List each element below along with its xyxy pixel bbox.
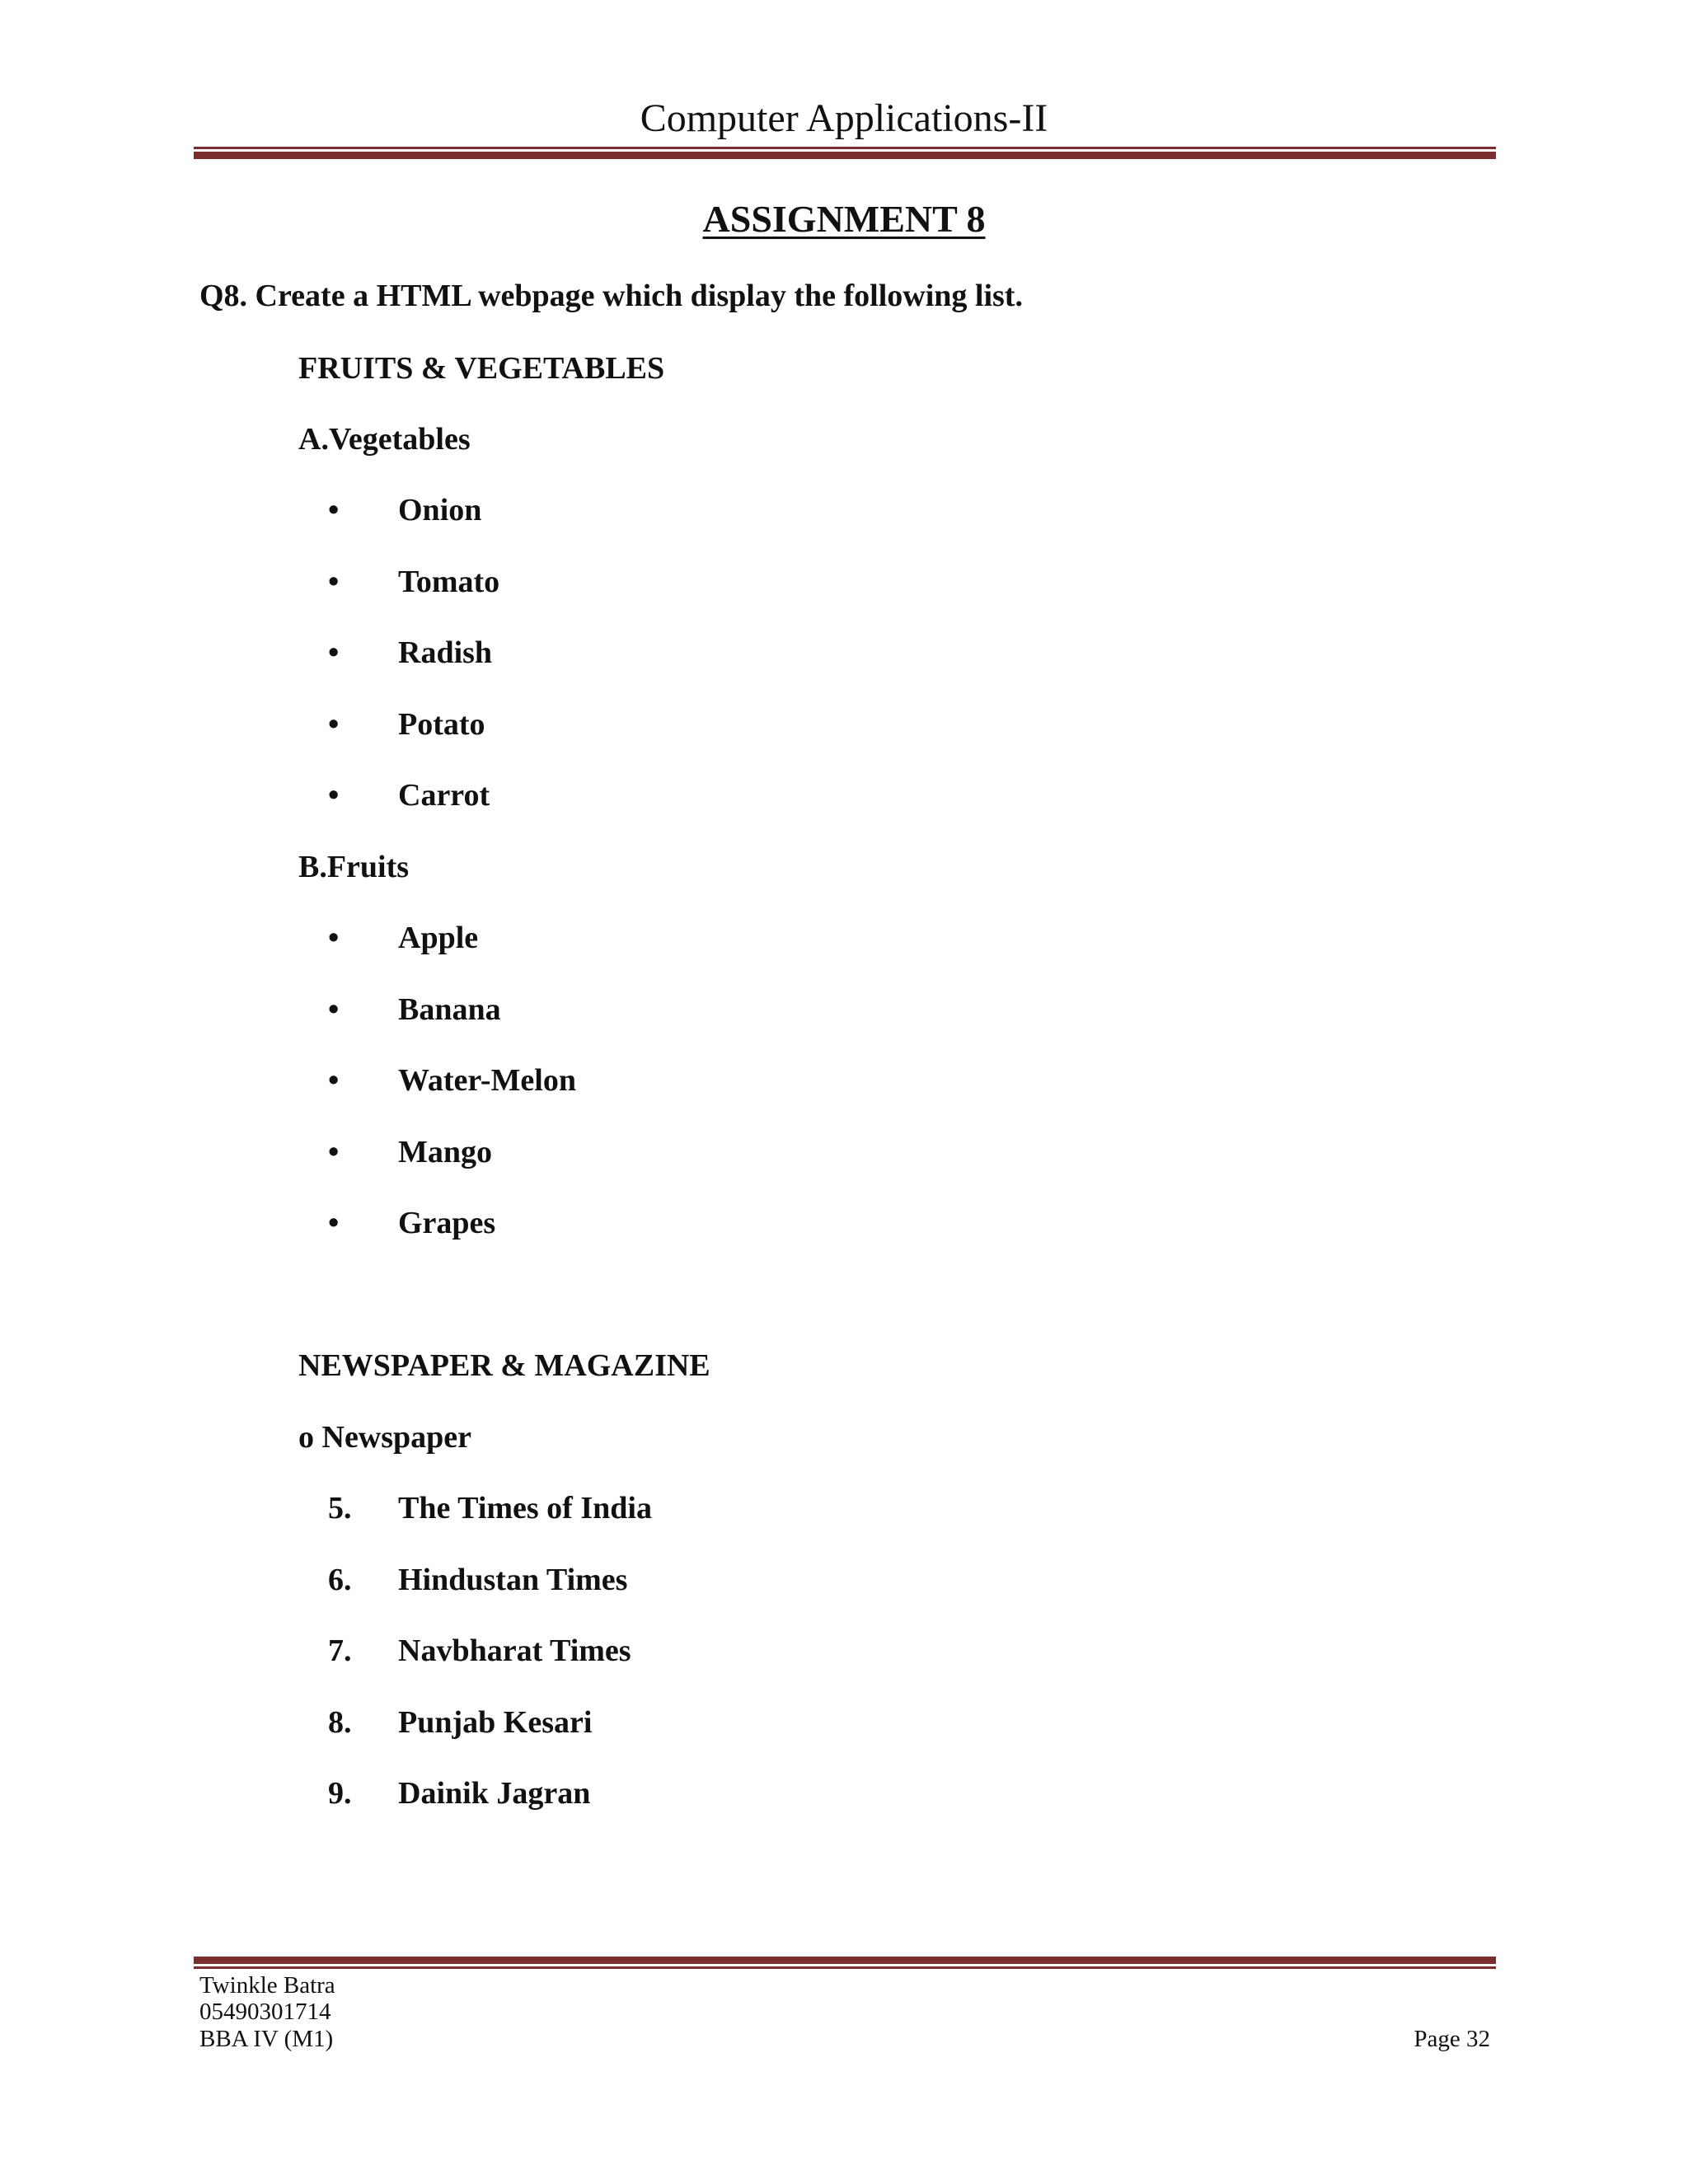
fruit-item: Water-Melon [398, 1063, 576, 1098]
newspaper-label: o Newspaper [298, 1420, 472, 1455]
list-number: 5. [328, 1491, 352, 1526]
bullet-icon: • [328, 707, 340, 742]
newspaper-item: Dainik Jagran [398, 1776, 591, 1811]
newspaper-item: Navbharat Times [398, 1633, 631, 1668]
list-number: 7. [328, 1633, 352, 1668]
fruit-item: Banana [398, 992, 501, 1027]
question-text: Q8. Create a HTML webpage which display the following list. [199, 279, 1023, 313]
assignment-title: ASSIGNMENT 8 [702, 198, 986, 240]
bullet-icon: • [328, 1063, 340, 1098]
fruit-item: Grapes [398, 1206, 496, 1240]
fruit-item: Mango [398, 1135, 492, 1169]
list-number: 6. [328, 1563, 352, 1597]
bullet-icon: • [328, 921, 340, 955]
footer-page-number: Page 32 [1414, 2026, 1490, 2052]
bullet-icon: • [328, 1206, 340, 1240]
footer-rule-thin [194, 1966, 1496, 1969]
bullet-icon: • [328, 1135, 340, 1169]
header-rule-thin [194, 147, 1496, 149]
vegetables-label: A.Vegetables [298, 422, 471, 457]
newspaper-item: Punjab Kesari [398, 1705, 593, 1740]
vegetable-item: Radish [398, 635, 493, 670]
list-number: 8. [328, 1705, 352, 1740]
header-rule-thick [194, 152, 1496, 159]
vegetable-item: Potato [398, 707, 485, 742]
bullet-icon: • [328, 493, 340, 527]
bullet-icon: • [328, 635, 340, 670]
footer-roll-number: 05490301714 [199, 1999, 331, 2025]
bullet-icon: • [328, 992, 340, 1027]
page-header-title: Computer Applications-II [640, 96, 1048, 140]
list-number: 9. [328, 1776, 352, 1811]
newspaper-item: The Times of India [398, 1491, 652, 1526]
vegetable-item: Tomato [398, 565, 500, 599]
footer-student-name: Twinkle Batra [199, 1972, 335, 1999]
footer-course: BBA IV (M1) [199, 2026, 334, 2052]
bullet-icon: • [328, 778, 340, 813]
vegetable-item: Onion [398, 493, 482, 527]
fruits-label: B.Fruits [298, 850, 410, 884]
fruit-item: Apple [398, 921, 479, 955]
newspaper-magazine-heading: NEWSPAPER & MAGAZINE [298, 1348, 710, 1383]
bullet-icon: • [328, 565, 340, 599]
newspaper-item: Hindustan Times [398, 1563, 628, 1597]
footer-rule-thick [194, 1957, 1496, 1964]
vegetable-item: Carrot [398, 778, 490, 813]
fruits-vegetables-heading: FRUITS & VEGETABLES [298, 351, 665, 386]
